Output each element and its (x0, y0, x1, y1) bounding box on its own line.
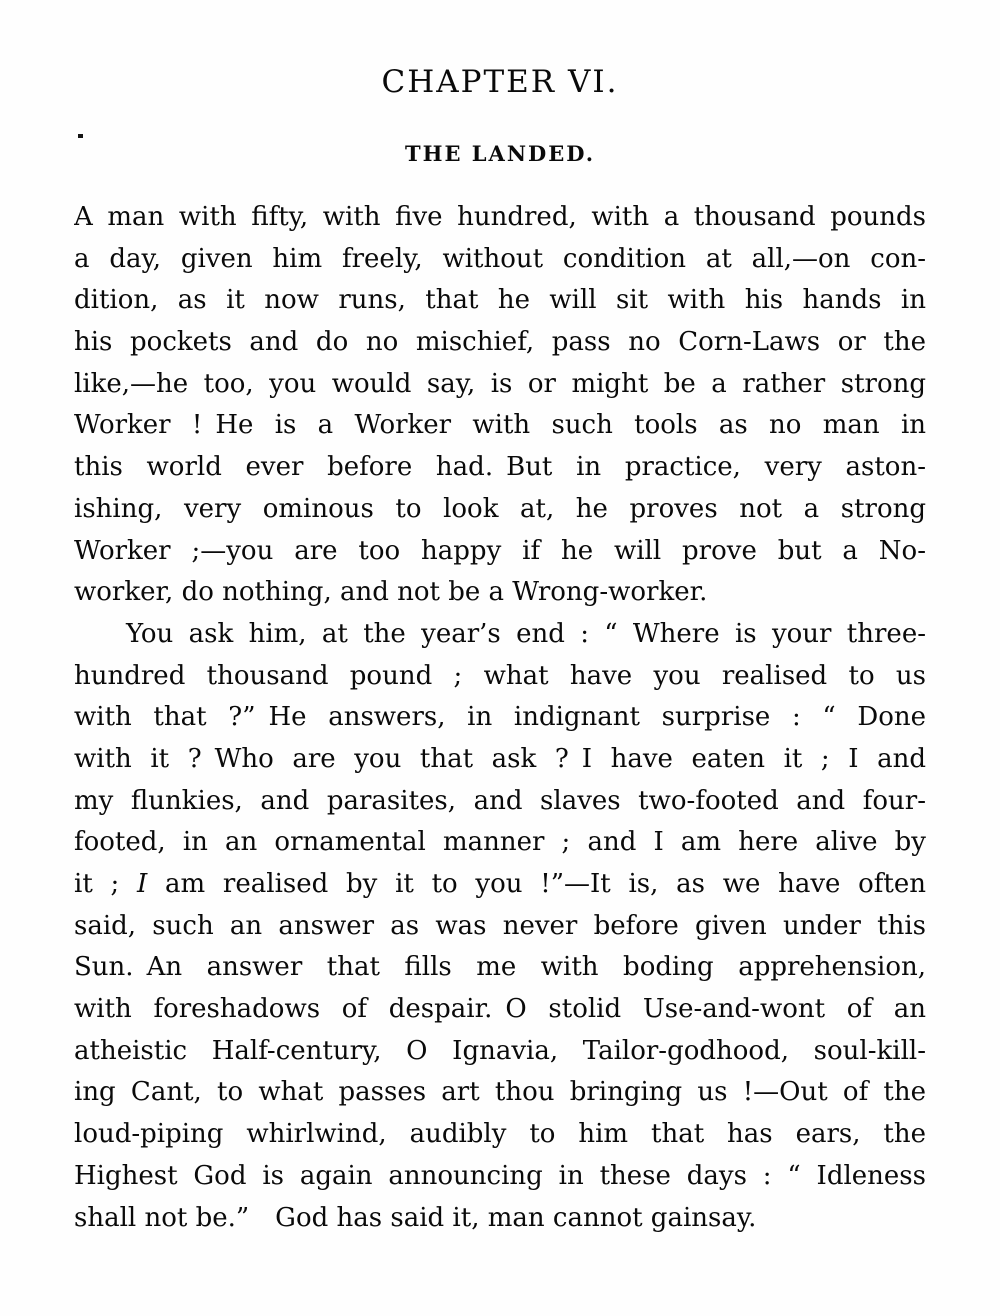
text-line: this world ever before had. But in practice, very aston- (74, 452, 926, 483)
chapter-heading: CHAPTER VI. (381, 64, 619, 100)
text-line: my flunkies, and parasites, and slaves two-footed and four- (74, 785, 926, 816)
text-line: Worker ;—you are too happy if he will prove but a No- (74, 535, 926, 566)
text-line: A man with fifty, with five hundred, with a thousand pounds (74, 202, 926, 232)
text-line: said, such an answer as was never before given under this (74, 910, 926, 941)
text-line: loud-piping whirlwind, audibly to him that has ears, the (74, 1119, 926, 1150)
text-line: with it ? Who are you that ask ? I have eaten it ; I and (74, 743, 926, 774)
text-line: with foreshadows of despair. O stolid Use-and-wont of an (74, 994, 926, 1025)
paragraph (74, 614, 926, 1239)
text-line: Highest God is again announcing in these days : “ Idleness (74, 1160, 926, 1191)
text-line: Worker ! He is a Worker with such tools as no man in (74, 410, 926, 441)
text-line: it ; I am realised by it to you !”—It is, as we have often (74, 869, 926, 899)
paragraph (74, 197, 926, 614)
text-line: footed, in an ornamental manner ; and I am here alive by (74, 827, 926, 858)
text-line: You ask him, at the year’s end : “ Where is your three- (126, 618, 926, 649)
text-line: shall not be.” God has said it, man cannot gainsay. (74, 1202, 757, 1233)
text-line: his pockets and do no mischief, pass no Corn-Laws or the (74, 327, 926, 358)
italic-text: I (137, 869, 148, 899)
text-line: ing Cant, to what passes art thou bringing us !—Out of the (74, 1077, 926, 1108)
text-line: worker, do nothing, and not be a Wrong-worker. (74, 577, 708, 608)
ink-dot-artifact (78, 134, 83, 138)
text-line: with that ?” He answers, in indignant surprise : “ Done (74, 702, 926, 733)
text-line: dition, as it now runs, that he will sit with his hands in (74, 285, 926, 316)
text-line: ishing, very ominous to look at, he proves not a strong (74, 493, 926, 524)
text-line: a day, given him freely, without condition at all,—on con- (74, 243, 926, 274)
body-text (74, 197, 926, 1239)
text-line: Sun. An answer that fills me with boding apprehension, (74, 952, 926, 983)
text-line: atheistic Half-century, O Ignavia, Tailor-godhood, soul-kill- (74, 1035, 926, 1066)
section-heading: THE LANDED. (404, 141, 596, 166)
text-line: like,—he too, you would say, is or might be a rather strong (74, 368, 926, 399)
text-line: hundred thousand pound ; what have you realised to us (74, 660, 926, 691)
